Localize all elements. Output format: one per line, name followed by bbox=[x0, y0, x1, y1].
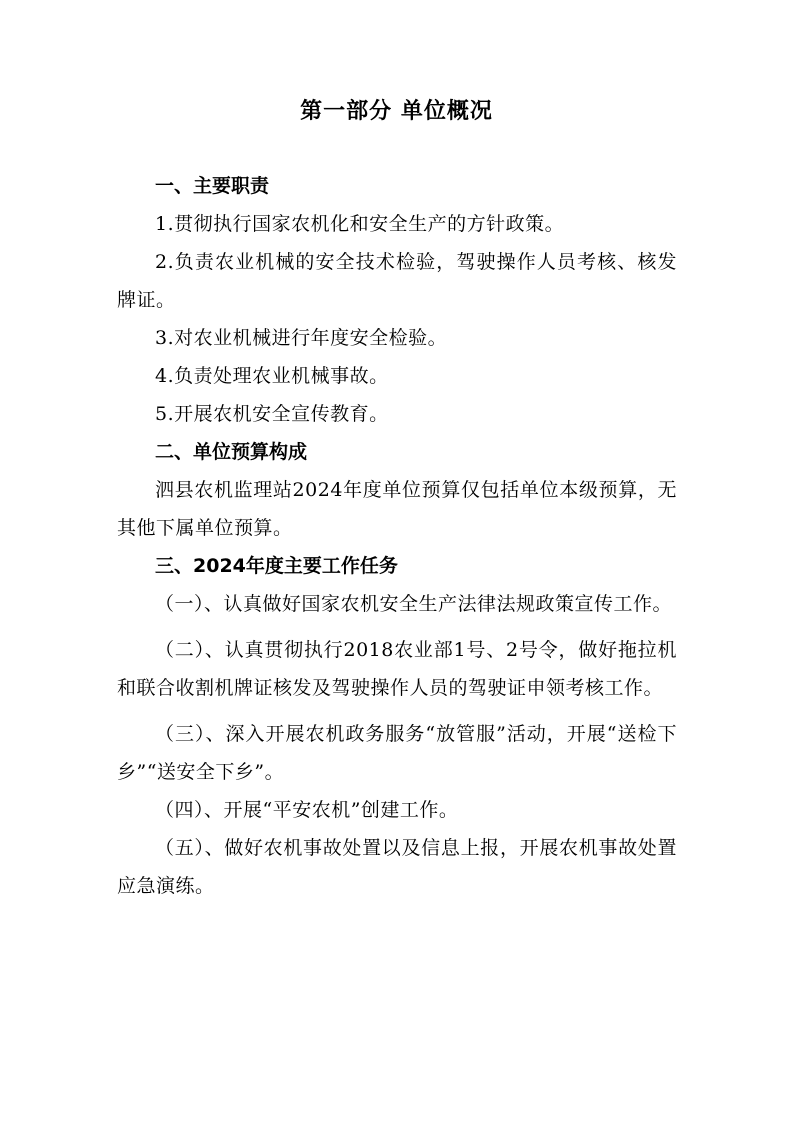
duty-item-3: 3.对农业机械进行年度安全检验。 bbox=[155, 327, 448, 349]
task-item-5: （五）、做好农机事故处置以及信息上报，开展农机事故处置应急演练。 bbox=[117, 837, 677, 897]
duty-item-2: 2.负责农业机械的安全技术检验，驾驶操作人员考核、核发牌证。 bbox=[117, 251, 677, 311]
section-heading-budget: 二、单位预算构成 bbox=[155, 441, 308, 463]
task-item-1: （一）、认真做好国家农机安全生产法律法规政策宣传工作。 bbox=[155, 593, 673, 615]
duty-item-1: 1.贯彻执行国家农机化和安全生产的方针政策。 bbox=[155, 213, 565, 235]
duty-item-4: 4.负责处理农业机械事故。 bbox=[155, 365, 389, 387]
task-item-4: （四）、开展“平安农机”创建工作。 bbox=[155, 799, 459, 821]
budget-paragraph: 泗县农机监理站2024年度单位预算仅包括单位本级预算，无其他下属单位预算。 bbox=[117, 479, 677, 539]
duty-item-5: 5.开展农机安全宣传教育。 bbox=[155, 403, 389, 425]
task-item-3: （三）、深入开展农机政务服务“放管服”活动，开展“送检下乡”“送安全下乡”。 bbox=[117, 723, 677, 783]
section-heading-tasks: 三、2024年度主要工作任务 bbox=[155, 555, 398, 577]
document-body bbox=[117, 167, 677, 905]
section-heading-duties: 一、主要职责 bbox=[155, 175, 270, 197]
task-item-2: （二）、认真贯彻执行2018农业部1号、2号令，做好拖拉机和联合收割机牌证核发及驾驶操作人员的驾驶证申领考核工作。 bbox=[117, 639, 677, 699]
page-title: 第一部分 单位概况 bbox=[300, 99, 493, 124]
